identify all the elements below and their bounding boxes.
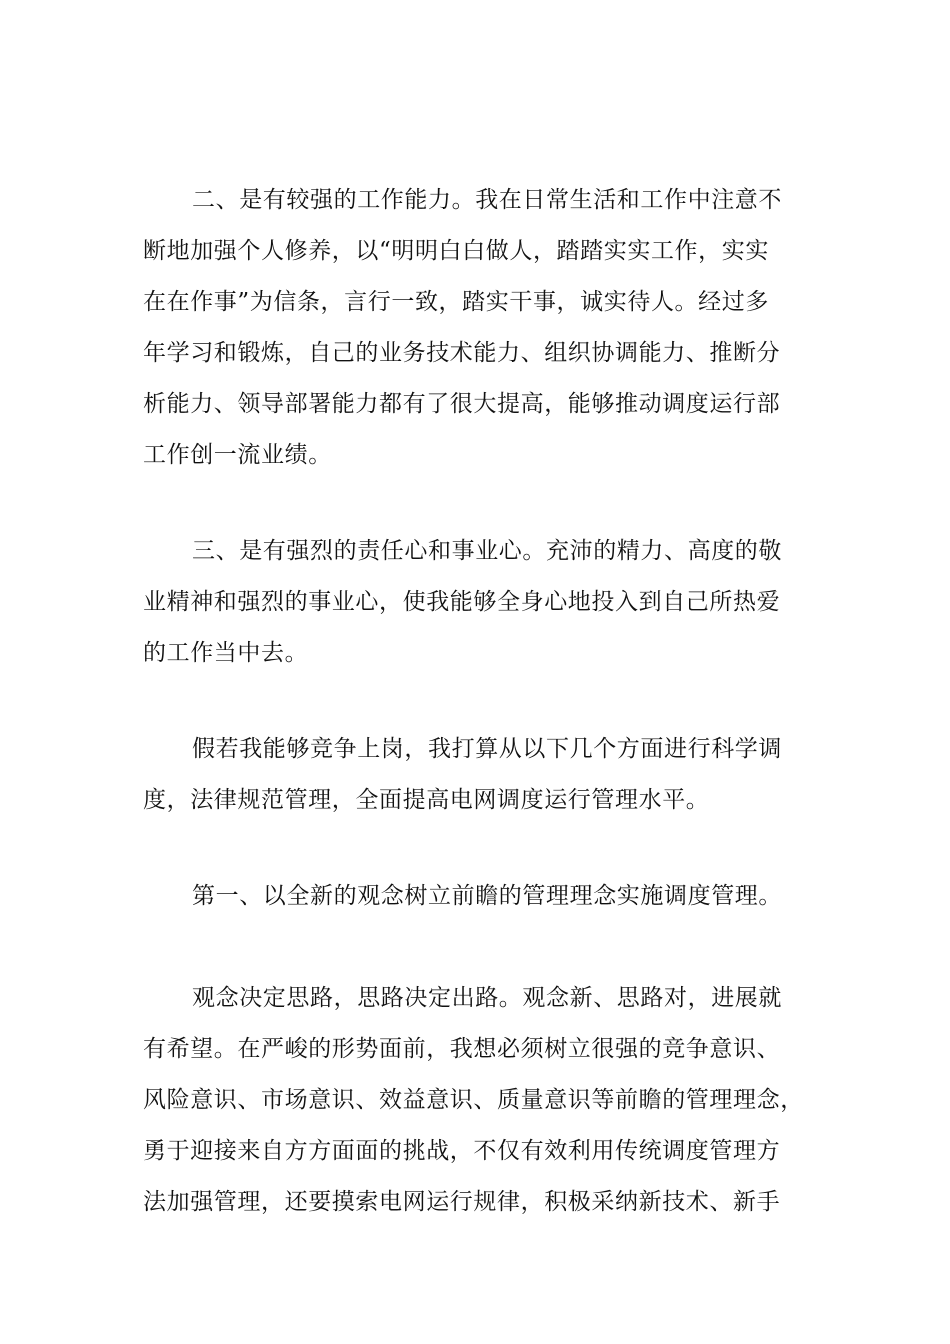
paragraph-line: 第一、以全新的观念树立前瞻的管理理念实施调度管理。 — [192, 883, 782, 909]
paragraph-line: 工作创一流业绩。 — [143, 442, 332, 468]
paragraph-line: 法加强管理，还要摸索电网运行规律，积极采纳新技术、新手 — [143, 1189, 781, 1215]
paragraph-line: 断地加强个人修养，以“明明白白做人，踏踏实实工作，实实 — [143, 238, 769, 264]
paragraph-line: 的工作当中去。 — [143, 640, 309, 666]
paragraph-line: 年学习和锻炼，自己的业务技术能力、组织协调能力、推断分 — [143, 340, 781, 366]
paragraph-line: 三、是有强烈的责任心和事业心。充沛的精力、高度的敬 — [192, 538, 782, 564]
paragraph-line: 勇于迎接来自方方面面的挑战，不仅有效利用传统调度管理方 — [143, 1138, 781, 1164]
paragraph-line: 析能力、领导部署能力都有了很大提高，能够推动调度运行部 — [143, 391, 781, 417]
paragraph-line: 观念决定思路，思路决定出路。观念新、思路对，进展就 — [192, 985, 782, 1011]
paragraph-line: 二、是有较强的工作能力。我在日常生活和工作中注意不 — [192, 187, 782, 213]
paragraph-line: 假若我能够竞争上岗，我打算从以下几个方面进行科学调 — [192, 736, 782, 762]
paragraph-line: 有希望。在严峻的形势面前，我想必须树立很强的竞争意识、 — [143, 1036, 781, 1062]
paragraph-line: 风险意识、市场意识、效益意识、质量意识等前瞻的管理理念， — [143, 1087, 804, 1113]
paragraph-line: 业精神和强烈的事业心，使我能够全身心地投入到自己所热爱 — [143, 589, 781, 615]
paragraph-line: 度，法律规范管理，全面提高电网调度运行管理水平。 — [143, 787, 710, 813]
paragraph-line: 在在作事”为信条，言行一致，踏实干事，诚实待人。经过多 — [143, 289, 769, 315]
